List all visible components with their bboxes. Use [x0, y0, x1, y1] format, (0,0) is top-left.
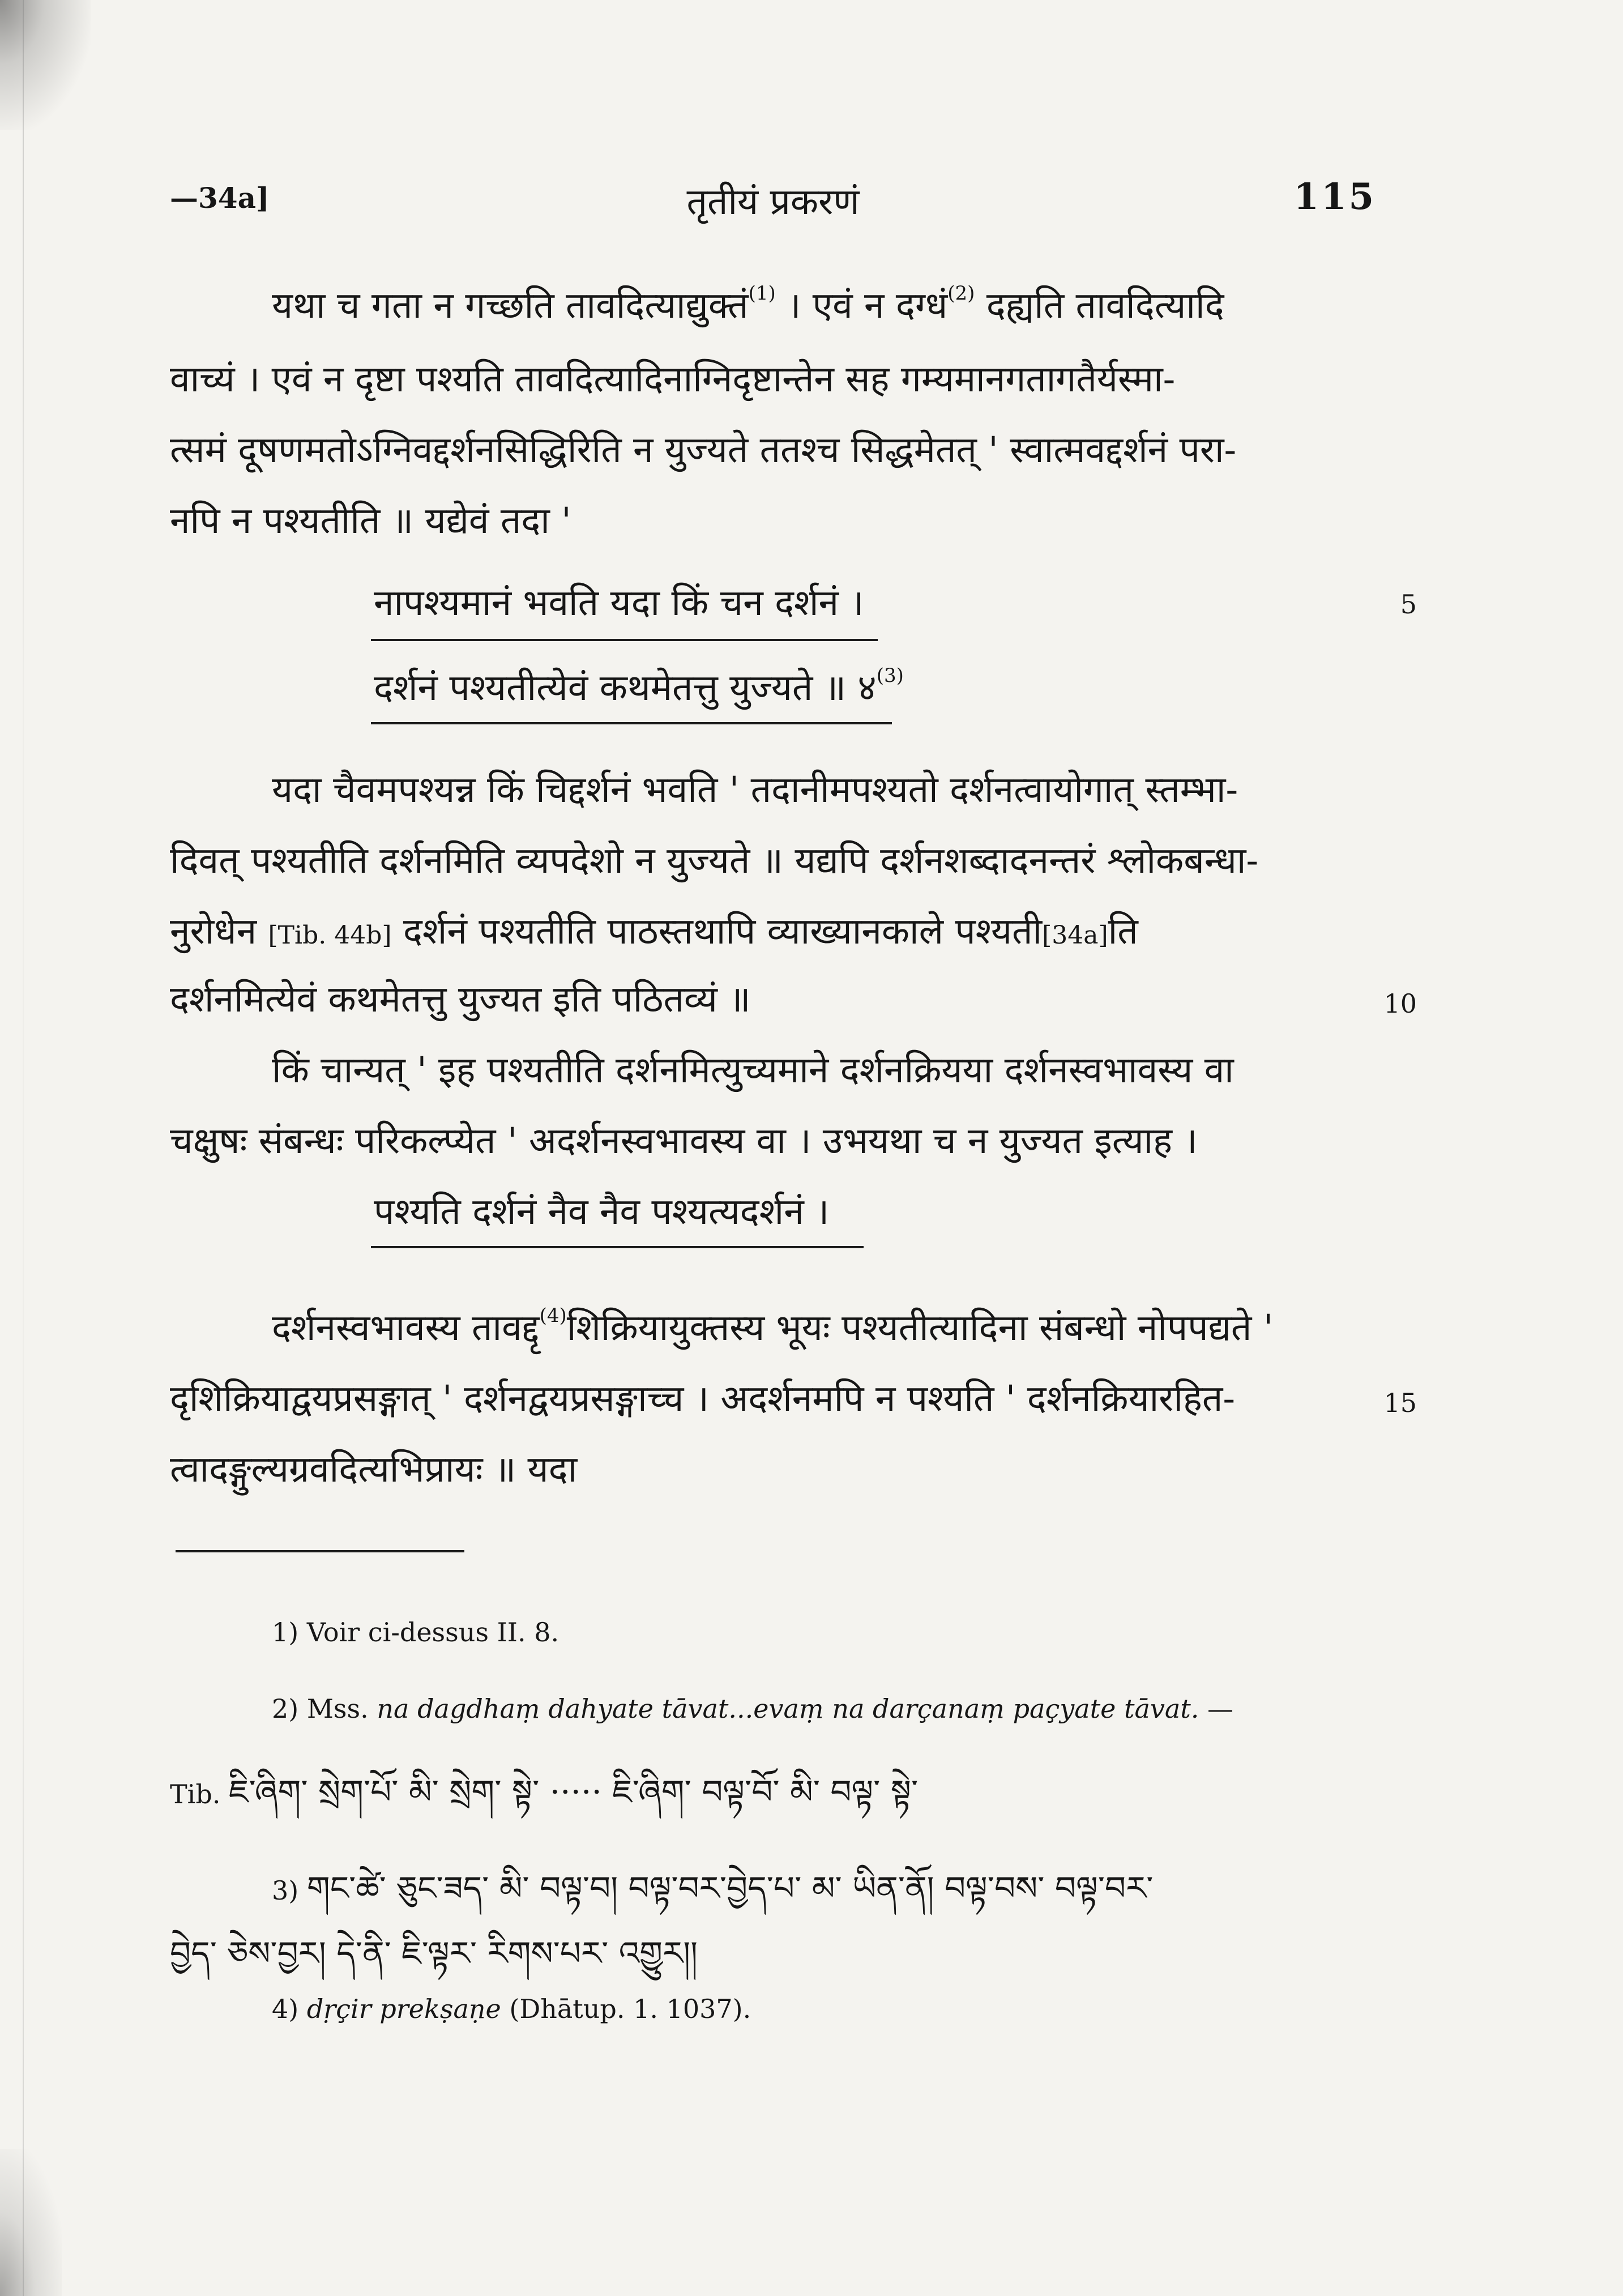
footnote-separator	[176, 1550, 464, 1552]
folio-tag: [Tib. 44b]	[268, 921, 392, 950]
text-run: दर्शनं पश्यतीत्येवं कथमेतत्तु युज्यते ॥ ४	[374, 667, 877, 709]
text-line	[272, 1303, 1387, 1354]
text-run: दह्यति तावदित्यादि	[986, 285, 1224, 327]
footnote-marker: (3)	[876, 664, 904, 687]
header-section-ref: —34a]	[170, 181, 270, 215]
verse-line: नापश्यमानं भवति यदा किं चन दर्शनं ।	[374, 582, 864, 624]
scan-shadow-top-left	[0, 0, 91, 130]
text-run: दर्शनं पश्यतीति पाठस्तथापि व्याख्यानकाले पश्यती	[403, 911, 1043, 953]
text-line: त्समं दूषणमतोऽग्निवद्दर्शनसिद्धिरिति न युज्यते ततश्च सिद्धमेतत् ' स्वात्मवद्दर्शनं परा-	[170, 429, 1237, 471]
text-run: 2) Mss.	[272, 1693, 369, 1724]
text-line: दर्शनमित्येवं कथमेतत्तु युज्यत इति पठितव्यं ॥	[170, 979, 751, 1021]
text-run: 3)	[272, 1875, 299, 1906]
text-line: दिवत् पश्यतीति दर्शनमिति व्यपदेशो न युज्यते ॥ यद्यपि दर्शनशब्दादनन्तरं श्लोकबन्धा-	[170, 840, 1259, 882]
text-line: नपि न पश्यतीति ॥ यद्येवं तदा '	[170, 500, 571, 542]
footnote-2-tibetan	[170, 1756, 918, 1848]
text-run: । एवं न दग्धं	[787, 285, 948, 327]
verse-line	[374, 663, 904, 714]
text-run: यथा च गता न गच्छति तावदित्याद्युक्तं	[272, 285, 749, 327]
tibetan-text: བྱེད་ ཅེས་བྱར། དེ་ནི་ ཇི་ལྟར་ རིགས་པར་ འགྱུར།།	[170, 1934, 698, 1973]
footnote-marker: (4)	[539, 1304, 567, 1327]
footnote-marker: (1)	[748, 282, 776, 305]
text-line: वाच्यं । एवं न दृष्टा पश्यति तावदित्यादिनाग्निदृष्टान्तेन सह गम्यमानगतागतैर्यस्मा-	[170, 359, 1176, 400]
tibetan-text: ཇི་ཞིག་ སྲེག་པོ་ མི་ སྲེག་ སྟེ་ ····· ཇི་ཞིག་ བལྟ་བོ་ མི་ བལྟ་ སྟེ་	[229, 1773, 919, 1811]
text-run: दर्शनस्वभावस्य तावद्दृ	[272, 1307, 540, 1349]
footnote-1: 1) Voir ci-dessus II. 8.	[272, 1617, 559, 1648]
scan-edge-line	[23, 0, 24, 2296]
verse-underline	[371, 722, 892, 724]
text-line: किं चान्यत् ' इह पश्यतीति दर्शनमित्युच्यमाने दर्शनक्रियया दर्शनस्वभावस्य वा	[272, 1049, 1234, 1091]
text-run: na dagdhaṃ dahyate tāvat...evaṃ na darçanaṃ paçyate tāvat.	[377, 1693, 1199, 1724]
folio-tag: [34a]	[1042, 921, 1108, 950]
line-number: 5	[1400, 589, 1417, 620]
tibetan-text: གང་ཚེ་ ཅུང་ཟད་ མི་ བལྟ་བ། བལྟ་བར་བྱེད་པ་ མ་ ཡིན་ནོ། བལྟ་བས་ བལྟ་བར་	[306, 1869, 1154, 1907]
text-run: dṛçir prekṣaṇe	[306, 1994, 501, 2024]
header-title: तृतीयं प्रकरणं	[686, 181, 860, 223]
text-line: यदा चैवमपश्यन्न किं चिद्दर्शनं भवति ' तदानीमपश्यतो दर्शनत्वायोगात् स्तम्भा-	[272, 769, 1238, 811]
text-run: 4)	[272, 1994, 299, 2024]
verse-underline	[371, 1246, 864, 1248]
text-line: त्वादङ्गुल्यग्रवदित्यभिप्रायः ॥ यदा	[170, 1449, 578, 1491]
verse-underline	[371, 639, 878, 641]
footnote-2	[272, 1693, 1233, 1724]
text-run: शिक्रियायुक्तस्य भूयः पश्यतीत्यादिना संबन्धो नोपपद्यते '	[566, 1307, 1274, 1349]
footnote-4	[272, 1994, 751, 2024]
text-run: नुरोधेन	[170, 911, 257, 953]
text-run: —	[1207, 1693, 1234, 1724]
footnote-marker: (2)	[947, 282, 975, 305]
text-line: चक्षुषः संबन्धः परिकल्प्येत ' अदर्शनस्वभावस्य वा । उभयथा च न युज्यत इत्याह ।	[170, 1120, 1198, 1162]
running-header	[170, 176, 1376, 227]
text-line: दृशिक्रियाद्वयप्रसङ्गात् ' दर्शनद्वयप्रसङ्गाच्च । अदर्शनमपि न पश्यति ' दर्शनक्रियारहित-	[170, 1378, 1235, 1420]
scan-shadow-bottom-left	[0, 2149, 62, 2296]
text-run: ति	[1108, 911, 1138, 953]
line-number: 15	[1383, 1388, 1417, 1418]
page-number: 115	[1293, 176, 1376, 218]
text-line	[170, 906, 1387, 961]
verse-line: पश्यति दर्शनं नैव नैव पश्यत्यदर्शनं ।	[374, 1191, 830, 1233]
text-run: (Dhātup. 1. 1037).	[509, 1994, 751, 2024]
text-run: Tib.	[170, 1779, 221, 1810]
line-number: 10	[1383, 988, 1417, 1019]
text-line	[272, 280, 1387, 331]
